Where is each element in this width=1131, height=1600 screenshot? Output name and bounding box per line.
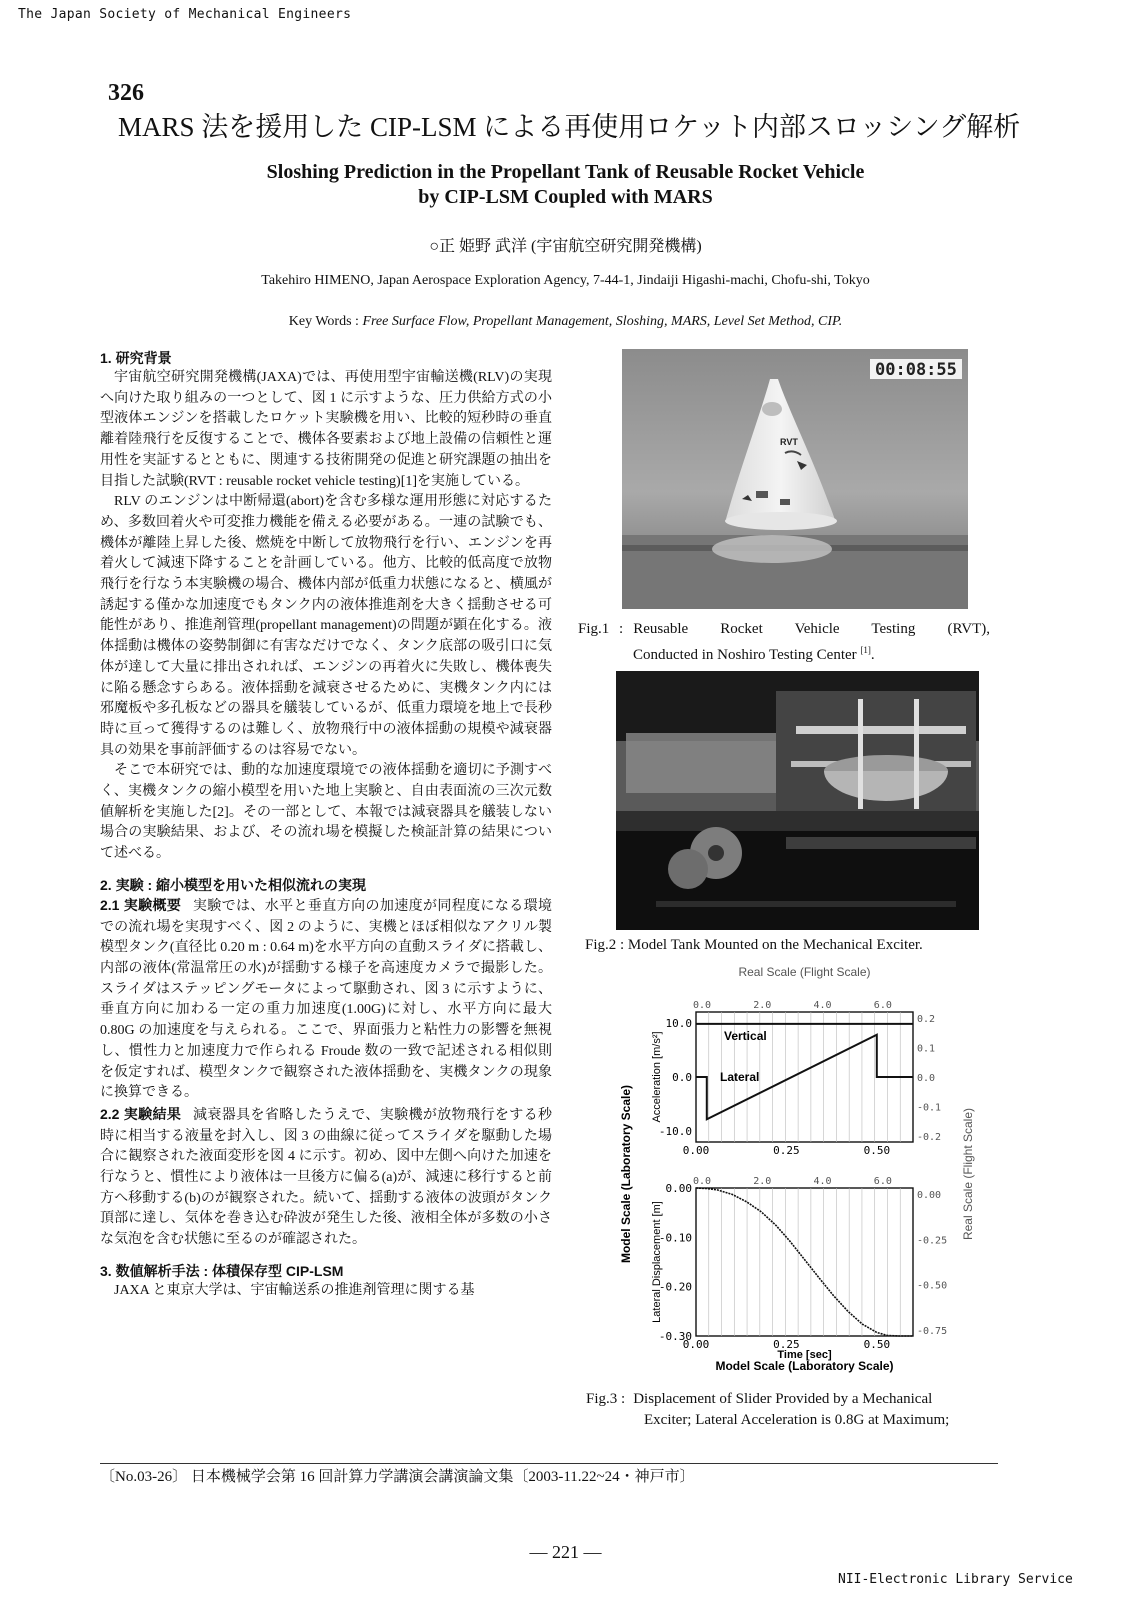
fig2-photo — [616, 671, 979, 930]
fig1-caption-label: Fig.1 : — [578, 621, 624, 637]
disp-x-tick-flight: 4.0 — [813, 1176, 832, 1187]
fig3-caption-line1: Displacement of Slider Provided by a Mechanical — [633, 1391, 933, 1407]
footer-rule — [100, 1463, 998, 1464]
disp-y-tick-left: 0.00 — [665, 1182, 692, 1195]
disp-ylabel: Lateral Displacement [m] — [651, 1201, 663, 1323]
section-1-paragraph-1: 宇宙航空研究開発機構(JAXA)では、再使用型宇宙輸送機(RLV)の実現へ向けた取り組みの一つとして、図 1 に示すような、圧力供給方式の小型液体エンジンを搭載したロケット実験機を用い、比較的短秒時の垂直離着陸飛行を反復することで、機体各要素および地上設備の信頼性と運用性を実証するとともに、関連する技術開発の促進と研究課題の抽出を目指した試験(RVT : reusable rocket vehicle testing)[1]を実施している。 — [100, 370, 552, 489]
acc-y-tick-left: 10.0 — [665, 1016, 692, 1030]
fig1-caption-end: . — [870, 647, 875, 663]
disp-y-tick-right: -0.50 — [917, 1280, 948, 1292]
section-2-1-label: 2.1 実験概要 — [100, 896, 182, 913]
section-3-paragraph-1: JAXA と東京大学は、宇宙輸送系の推進剤管理に関する基 — [114, 1282, 475, 1298]
acc-x-tick-model: 0.50 — [863, 1144, 891, 1157]
fig1-photo — [622, 349, 968, 609]
disp-x-tick-model: 0.25 — [773, 1338, 800, 1351]
fig3-right-axis-title: Real Scale (Flight Scale) — [961, 1107, 975, 1241]
disp-y-tick-right: -0.75 — [917, 1326, 948, 1337]
title-english-line2: by CIP-LSM Coupled with MARS — [418, 186, 713, 208]
acc-x-tick-model: 0.00 — [682, 1144, 710, 1157]
acc-y-tick-right: 0.1 — [917, 1043, 936, 1055]
nii-credit: NII-Electronic Library Service — [838, 1572, 1073, 1587]
section-2-2-label: 2.2 実験結果 — [100, 1105, 182, 1122]
proceedings-footer: 〔No.03-26〕 日本機械学会第 16 回計算力学講演会講演論文集〔2003-11.22~24・神戸市〕 — [100, 1469, 695, 1485]
disp-y-tick-right: 0.00 — [917, 1190, 942, 1201]
acc-series-label: Vertical — [724, 1028, 767, 1043]
acc-y-tick-left: -10.0 — [658, 1125, 692, 1139]
section-1-paragraph-2: RLV のエンジンは中断帰還(abort)を含む多様な運用形態に対応するため、多数回着火や可変推力機能を備える必要がある。一連の試験でも、機体が離陸上昇した後、燃焼を中断して放物飛行を行い、エンジンを再着火して減速下降することを計画している。他方、比較的低高度で放物飛行を行なう本実験機の場合、機体内部が低重力状態になると、横風が誘起する僅かな加速度でもタンク内の液体推進剤を大きく揺動させる可能性があり、推進剤管理(propellant management)の問題が顕在化する。液体揺動は機体の姿勢制御に有害なだけでなく、タンク底部の吸引口に気体が達して大量に排出されれば、エンジンの再着火に失敗し、機体喪失に陥る懸念すらある。液体揺動を減衰させるために、実機タンク内には邪魔板や多孔板などの器具を艤装しているが、低重力環境を地上で長秒時に亘って獲得するのは難しく、放物飛行中の液体揺動の規模や減衰器具の効果を事前評価するのは容易でない。 — [100, 494, 552, 758]
author-japanese: ○正 姫野 武洋 (宇宙航空研究開発機構) — [429, 238, 702, 255]
disp-x-tick-flight: 0.0 — [692, 1176, 712, 1187]
author-english: Takehiro HIMENO, Japan Aerospace Exploration Agency, 7-44-1, Jindaiji Higashi-machi, Chofu-shi, Tokyo — [261, 273, 870, 288]
acc-ylabel: Acceleration [m/s²] — [651, 1031, 663, 1123]
acc-series-label: Lateral — [720, 1070, 760, 1084]
acc-y-tick-right: 0.0 — [917, 1073, 936, 1084]
fig1-caption — [578, 619, 990, 666]
keywords — [0, 314, 1131, 330]
title-japanese: MARS 法を援用した CIP-LSM による再使用ロケット内部スロッシング解析 — [118, 112, 1021, 142]
fig2-caption: Fig.2 : Model Tank Mounted on the Mechanical Exciter. — [585, 937, 923, 953]
fig3-left-axis-title: Model Scale (Laboratory Scale) — [619, 1084, 633, 1264]
keywords-list: Free Surface Flow, Propellant Management, Sloshing, MARS, Level Set Method, CIP. — [362, 314, 843, 329]
title-english-line1: Sloshing Prediction in the Propellant Tank of Reusable Rocket Vehicle — [266, 161, 865, 183]
disp-series-line — [696, 1188, 913, 1336]
disp-y-tick-left: -0.10 — [658, 1231, 692, 1245]
page-number: — 221 — — [529, 1542, 602, 1562]
section-1-paragraph-3: そこで本研究では、動的な加速度環境での液体揺動を適切に予測すべく、実機タンクの縮小模型を用いた地上実験と、自由表面流の三次元数値解析を実施した[2]。その一部として、本報では減衰器具を艤装しない場合の実験結果、および、その流れ場を模擬した検証計算の結果について述べる。 — [100, 763, 552, 862]
acc-x-tick-flight: 6.0 — [873, 1000, 892, 1011]
disp-x-tick-model: 0.50 — [863, 1338, 891, 1351]
section-2-heading: 2. 実験 : 縮小模型を用いた相似流れの実現 — [100, 876, 367, 893]
fig1-vehicle-label: RVT — [780, 437, 798, 447]
acc-y-tick-right: -0.2 — [917, 1132, 942, 1143]
title-english — [0, 160, 1131, 210]
disp-y-tick-left: -0.20 — [658, 1280, 692, 1294]
society-header: The Japan Society of Mechanical Engineers — [18, 7, 352, 22]
fig1-timestamp: 00:08:55 — [875, 360, 957, 380]
disp-x-tick-flight: 2.0 — [753, 1176, 772, 1187]
section-2-1-text: 実験では、水平と垂直方向の加速度が同程度になる環境での流れ場を実現すべく、図 2 のように、実機とほぼ相似なアクリル製模型タンク(直径比 0.20 m : 0.64 m)を水平方向の直動スライダに搭載し、内部の液体(常温常圧の水)が揺動する様子を高速度カメラで撮影した。スライダはステッピングモータによって駆動され、図 3 に示すように、垂直方向に加わる一定の重力加速度(1.00G)に対し、水平方向に最大 0.80G の加速度を与えられる。ここで、界面張力と粘性力の影響を無視し、慣性力と加速度力で作られる Froude 数の一致で記述される相似則を仮定すれば、模型タンクで観察された液体揺動を、実機タンクの現象に換算できる。 — [100, 898, 552, 1101]
fig3-caption — [586, 1389, 998, 1431]
section-2-2-text: 減衰器具を省略したうえで、実験機が放物飛行をする秒時に相当する液量を封入し、図 3 の曲線に従ってスライダを駆動した場合に観察された液面変形を図 4 に示す。初め、図中左側へ向けた加速を行なうと、慣性により液体は一旦後方に偏る(a)が、減速に移行すると前方へ移動する(b)のが観察された。続いて、揺動する液体の波頭がタンク頂部に達し、気体を巻き込む砕波が発生した後、液相全体が多数の小さな気泡を含む状態に至るのが確認された。 — [100, 1107, 553, 1248]
section-2-1-paragraph — [100, 895, 552, 1104]
section-1-heading: 1. 研究背景 — [100, 350, 172, 366]
acc-y-tick-right: -0.1 — [917, 1102, 942, 1114]
fig1-caption-line1: Reusable Rocket Vehicle Testing (RVT), — [633, 621, 990, 637]
fig1-caption-line2: Conducted in Noshiro Testing Center — [633, 647, 857, 663]
fig1-caption-ref: [1] — [860, 645, 871, 655]
disp-y-tick-left: -0.30 — [658, 1330, 692, 1343]
acc-x-tick-flight: 4.0 — [813, 1000, 832, 1011]
left-column — [100, 348, 552, 1302]
disp-y-tick-right: -0.25 — [917, 1235, 948, 1247]
fig3-xlabel: Time [sec] — [777, 1349, 832, 1361]
disp-frame — [696, 1188, 913, 1336]
fig3-caption-line2: Exciter; Lateral Acceleration is 0.8G at Maximum; — [644, 1412, 950, 1428]
fig3-caption-label: Fig.3 : — [586, 1391, 626, 1407]
acc-x-tick-model: 0.25 — [773, 1144, 800, 1157]
acc-x-tick-flight: 2.0 — [753, 1000, 772, 1011]
section-2-2-paragraph — [100, 1104, 552, 1251]
acc-y-tick-right: 0.2 — [917, 1014, 936, 1025]
disp-x-tick-flight: 6.0 — [873, 1176, 892, 1187]
fig3-top-axis-title: Real Scale (Flight Scale) — [738, 965, 871, 979]
paper-number: 326 — [108, 80, 144, 106]
acc-x-tick-flight: 0.0 — [692, 1000, 712, 1011]
fig3-chart — [612, 960, 990, 1388]
disp-x-tick-model: 0.00 — [682, 1338, 710, 1351]
keywords-label: Key Words : — [288, 314, 359, 329]
acc-y-tick-left: 0.0 — [672, 1071, 692, 1084]
fig3-bottom-axis-title: Model Scale (Laboratory Scale) — [715, 1359, 894, 1373]
section-3-heading: 3. 数値解析手法 : 体積保存型 CIP-LSM — [100, 1262, 344, 1279]
